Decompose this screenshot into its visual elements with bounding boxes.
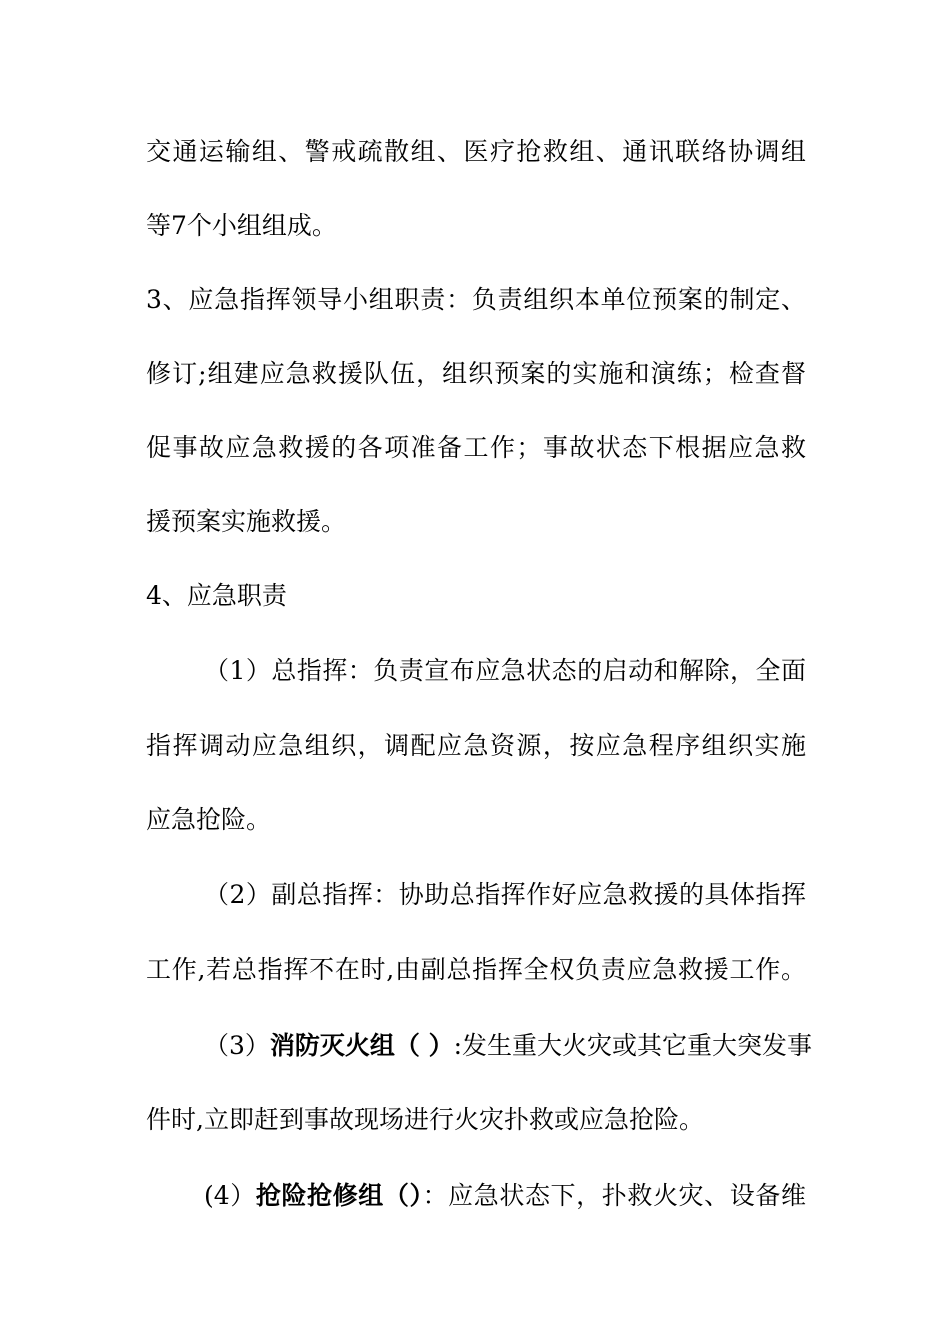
item-prefix: （3）	[204, 1031, 270, 1060]
text-line: 修订;组建应急救援队伍，组织预案的实施和演练；检查督	[146, 359, 806, 388]
text-line: 3、应急指挥领导小组职责：负责组织本单位预案的制定、	[146, 285, 806, 314]
item-4-line	[204, 1180, 806, 1212]
text-line: （2）副总指挥：协助总指挥作好应急救援的具体指挥	[204, 880, 806, 909]
item-title: 抢险抢修组（）	[255, 1181, 423, 1210]
item-text: :发生重大火灾或其它重大突发事	[453, 1031, 813, 1060]
text-line: （1）总指挥：负责宣布应急状态的启动和解除，全面	[204, 656, 806, 685]
section-heading: 4、应急职责	[146, 581, 287, 610]
item-3-line	[204, 1030, 813, 1062]
text-line: 交通运输组、警戒疏散组、医疗抢救组、通讯联络协调组	[146, 137, 806, 166]
text-line: 援预案实施救援。	[146, 507, 347, 536]
text-line: 促事故应急救援的各项准备工作；事故状态下根据应急救	[146, 433, 806, 462]
text-line: 应急抢险。	[146, 805, 272, 834]
text-line: 件时,立即赶到事故现场进行火灾扑救或应急抢险。	[146, 1105, 704, 1134]
item-text: ：应急状态下，扑救火灾、设备维	[422, 1181, 806, 1210]
text-line: 工作,若总指挥不在时,由副总指挥全权负责应急救援工作。	[146, 955, 806, 984]
text-line: 等7个小组组成。	[146, 211, 337, 240]
item-title: 消防灭火组（ ）	[269, 1031, 454, 1060]
item-prefix: (4）	[204, 1181, 256, 1210]
text-line: 指挥调动应急组织，调配应急资源，按应急程序组织实施	[146, 731, 806, 760]
